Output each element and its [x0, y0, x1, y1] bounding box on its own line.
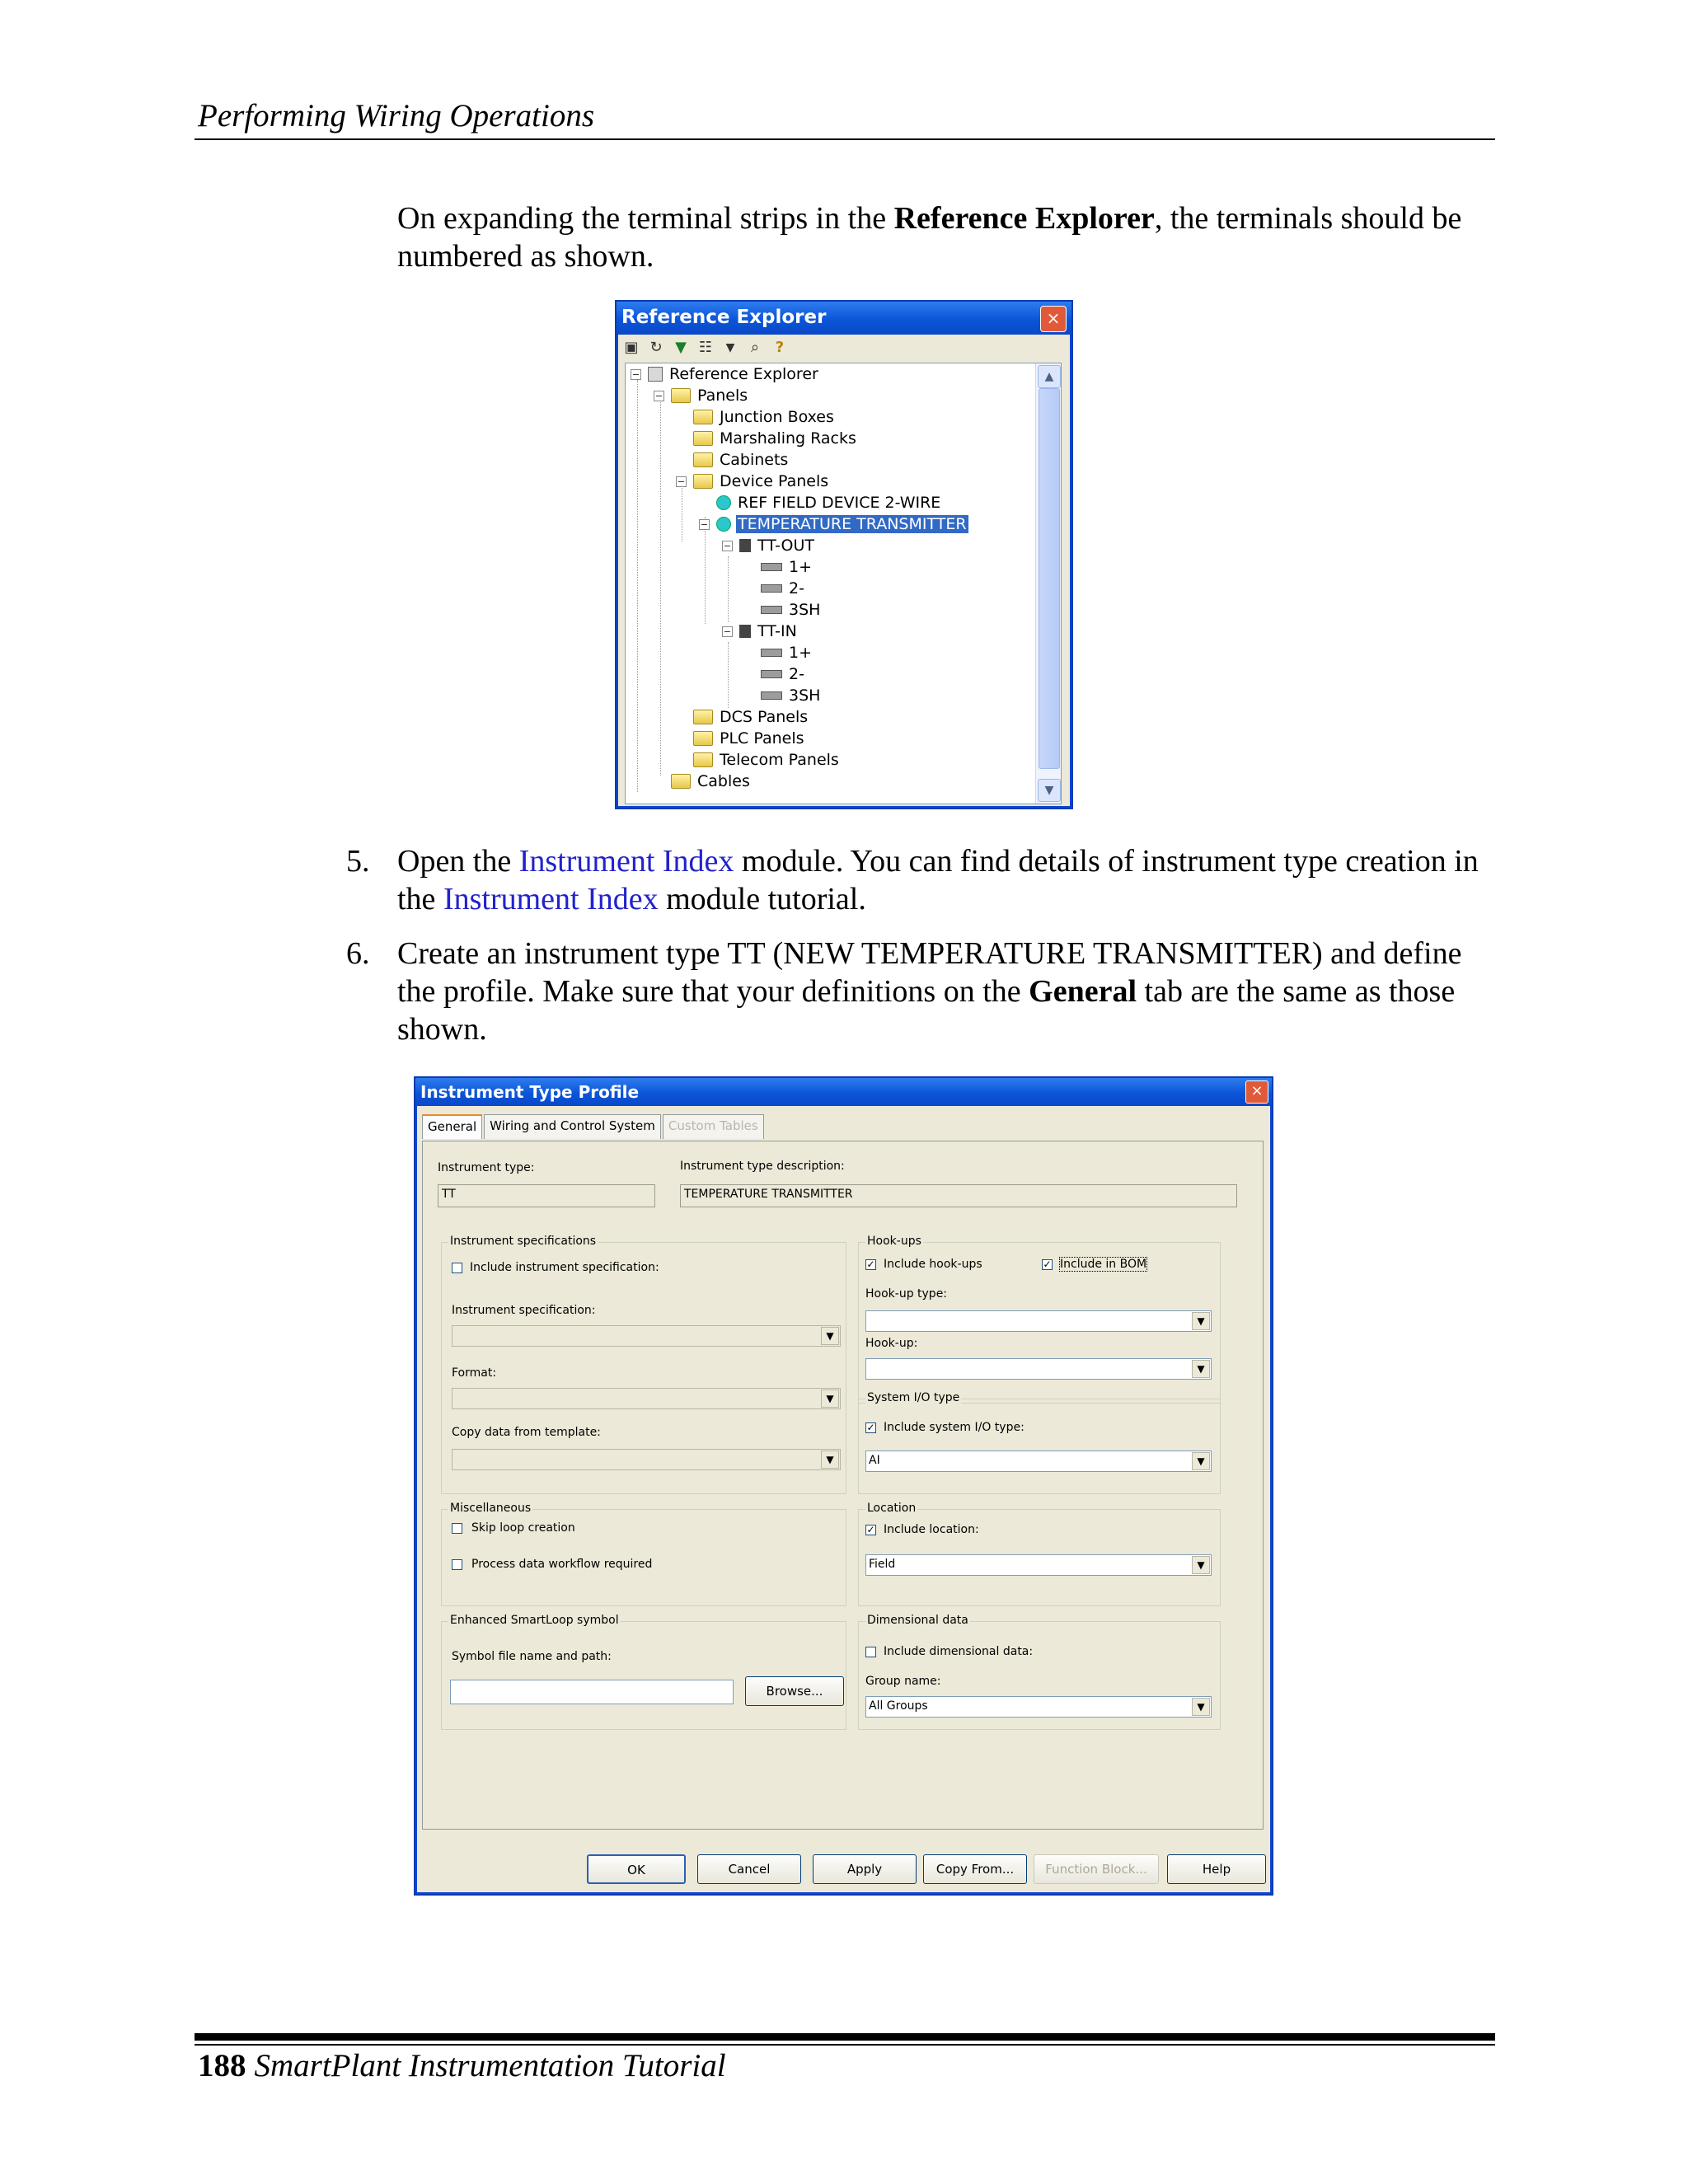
copy-from-button[interactable]: Copy From... [923, 1854, 1027, 1884]
location-value: Field [869, 1558, 896, 1571]
tree-line [637, 380, 638, 792]
dropdown-icon[interactable]: ▼ [725, 341, 735, 354]
tree-node-terminal[interactable] [761, 599, 822, 621]
reference-explorer-window [615, 300, 1073, 809]
instrument-type-profile-dialog [414, 1076, 1273, 1896]
tree-node-temperature-transmitter[interactable] [699, 513, 968, 535]
book-title: SmartPlant Instrumentation Tutorial [254, 2048, 726, 2083]
chevron-down-icon[interactable]: ▼ [1192, 1312, 1210, 1330]
tree-label: 1+ [789, 558, 813, 576]
step-text: tab are the same as those shown. [397, 974, 1456, 1047]
terminal-icon [761, 691, 782, 700]
close-icon[interactable]: × [1040, 306, 1067, 332]
chevron-down-icon[interactable]: ▼ [1192, 1556, 1210, 1574]
tab-custom-tables: Custom Tables [663, 1114, 764, 1139]
tree-node-panels[interactable] [654, 385, 749, 406]
folder-icon [693, 752, 713, 767]
include-dimensional-label: Include dimensional data: [884, 1645, 1034, 1658]
tree-node-terminal[interactable] [761, 663, 806, 685]
tree-node-terminal[interactable] [761, 685, 822, 706]
chevron-down-icon[interactable]: ▼ [1192, 1360, 1210, 1378]
tree-label: Telecom Panels [720, 751, 839, 769]
hookup-select[interactable] [865, 1358, 1212, 1380]
function-block-button: Function Block... [1034, 1854, 1159, 1884]
group-title: Miscellaneous [450, 1502, 532, 1515]
refresh-icon[interactable]: ↻ [649, 339, 663, 356]
group-name-select[interactable] [865, 1696, 1212, 1718]
tree-label: Device Panels [720, 472, 829, 490]
include-bom-label: Include in BOM [1060, 1258, 1147, 1271]
chevron-down-icon: ▼ [821, 1327, 839, 1345]
group-title: Instrument specifications [450, 1235, 597, 1248]
device-icon [716, 495, 731, 510]
close-icon[interactable]: × [1245, 1080, 1268, 1104]
help-button[interactable]: Help [1167, 1854, 1266, 1884]
step-number: 6. [346, 936, 370, 971]
sysio-select[interactable] [865, 1451, 1212, 1472]
folder-icon [693, 410, 713, 424]
tree-label: TT-OUT [757, 537, 814, 555]
spec-label: Instrument specification: [452, 1304, 596, 1317]
include-sysio-checkbox[interactable]: ✓ [866, 1422, 875, 1433]
tree-label: Cables [697, 772, 750, 790]
step-bold: General [1029, 974, 1137, 1009]
group-title: Hook-ups [867, 1235, 921, 1248]
format-label: Format: [452, 1366, 497, 1380]
instrument-specifications-group [441, 1235, 846, 1494]
process-data-checkbox[interactable] [452, 1559, 462, 1570]
step-text: Create an instrument type TT (NEW TEMPERATURE TRANSMITTER) and define the profile. Make sure that your definitions on the [397, 936, 1462, 1009]
collapse-icon[interactable]: − [700, 518, 709, 530]
tree-label: REF FIELD DEVICE 2-WIRE [738, 494, 941, 512]
scroll-up-icon[interactable]: ▲ [1038, 365, 1061, 388]
apply-button[interactable]: Apply [813, 1854, 917, 1884]
tab-strip [422, 1114, 766, 1139]
format-select [452, 1388, 841, 1409]
intro-text: On expanding the terminal strips in the [397, 201, 894, 236]
smartloop-group [441, 1614, 846, 1730]
intro-paragraph [397, 199, 1493, 275]
reference-explorer-title: Reference Explorer [621, 307, 827, 328]
dialog-title: Instrument Type Profile [420, 1082, 640, 1102]
folder-icon [693, 431, 713, 446]
folder-icon [693, 452, 713, 467]
skip-loop-label: Skip loop creation [471, 1521, 575, 1535]
folder-icon [693, 474, 713, 489]
copy-template-label: Copy data from template: [452, 1426, 601, 1439]
tree-node-root[interactable] [631, 363, 820, 385]
process-data-label: Process data workflow required [471, 1558, 653, 1571]
include-hookups-checkbox[interactable]: ✓ [866, 1258, 875, 1270]
step-6-text [397, 935, 1493, 1048]
terminal-icon [761, 649, 782, 657]
hookup-type-label: Hook-up type: [865, 1287, 948, 1301]
symbol-path-input[interactable] [450, 1680, 734, 1704]
chevron-down-icon: ▼ [821, 1451, 839, 1469]
tree-label: 3SH [789, 687, 821, 705]
tree-label: 2- [789, 579, 804, 598]
instrument-index-link[interactable]: Instrument Index [518, 844, 734, 879]
cancel-button[interactable]: Cancel [697, 1854, 801, 1884]
tree-label: 2- [789, 665, 804, 683]
step-5-text [397, 842, 1493, 918]
folder-icon [693, 731, 713, 746]
intro-suffix: , the terminals should be numbered as shown. [397, 201, 1462, 274]
group-title: System I/O type [867, 1391, 960, 1404]
tree-node-telecom-panels[interactable] [693, 749, 841, 771]
include-bom-checkbox[interactable]: ✓ [1043, 1258, 1052, 1270]
spec-select [452, 1325, 841, 1347]
group-title: Location [867, 1502, 917, 1515]
group-title: Enhanced SmartLoop symbol [450, 1614, 619, 1627]
group-title: Dimensional data [867, 1614, 968, 1627]
tree-node-tt-out[interactable] [722, 535, 816, 556]
instrument-type-field: TT [438, 1184, 655, 1207]
description-field: TEMPERATURE TRANSMITTER [680, 1184, 1237, 1207]
vertical-scrollbar[interactable] [1035, 363, 1061, 804]
include-location-checkbox[interactable]: ✓ [866, 1524, 875, 1535]
instrument-type-label: Instrument type: [438, 1161, 535, 1174]
tree-label: Marshaling Racks [720, 429, 856, 448]
tree-node-ref-field-device[interactable] [716, 492, 942, 513]
tree-line [660, 400, 661, 776]
description-label: Instrument type description: [680, 1160, 845, 1173]
terminal-icon [761, 563, 782, 571]
ok-button[interactable]: OK [587, 1854, 686, 1884]
terminal-strip-icon [739, 539, 751, 552]
tree-label: 3SH [789, 601, 821, 619]
location-select[interactable] [865, 1554, 1212, 1576]
collapse-icon[interactable]: − [723, 540, 732, 551]
device-icon [716, 517, 731, 532]
filter-icon[interactable]: ▼ [675, 339, 687, 356]
collapse-icon[interactable]: − [677, 476, 686, 487]
dialog-body [417, 1106, 1270, 1892]
terminal-icon [761, 584, 782, 593]
tree-label: PLC Panels [720, 729, 804, 748]
include-spec-checkbox[interactable] [452, 1263, 462, 1273]
tree-node-terminal[interactable] [761, 578, 806, 599]
help-icon[interactable]: ? [775, 339, 785, 356]
include-dimensional-checkbox[interactable] [865, 1647, 876, 1657]
tree-node-tt-in[interactable] [722, 621, 799, 642]
include-hookups-label: Include hook-ups [884, 1258, 982, 1271]
tree-label-selected: TEMPERATURE TRANSMITTER [738, 515, 967, 533]
location-group [858, 1502, 1221, 1606]
tree-node-device-panels[interactable] [676, 471, 830, 492]
tree-label: Panels [697, 387, 748, 405]
collapse-icon[interactable]: − [654, 390, 663, 401]
tree-label: 1+ [789, 644, 813, 662]
collapse-icon[interactable]: − [631, 368, 640, 380]
copy-template-select [452, 1449, 841, 1470]
tab-wiring[interactable]: Wiring and Control System [484, 1114, 661, 1139]
step-text: Open the [397, 844, 519, 879]
tree-label: Cabinets [720, 451, 789, 469]
running-header: Performing Wiring Operations [198, 98, 595, 134]
chevron-down-icon[interactable]: ▼ [1192, 1452, 1210, 1470]
explorer-icon[interactable]: ▣ [624, 339, 639, 356]
include-sysio-label: Include system I/O type: [884, 1421, 1025, 1434]
tree-label: Junction Boxes [720, 408, 834, 426]
view-icon[interactable]: ☷ [698, 339, 713, 356]
tree-node-cabinets[interactable] [693, 449, 790, 471]
sysio-value: AI [869, 1454, 880, 1467]
tree-node-marshaling-racks[interactable] [693, 428, 858, 449]
folder-icon [693, 710, 713, 724]
find-icon[interactable]: ⌕ [750, 339, 760, 356]
tree-line [728, 556, 729, 622]
scrollbar-thumb[interactable] [1039, 388, 1060, 769]
reference-explorer-body [618, 335, 1070, 806]
page-number: 188 [198, 2048, 246, 2083]
explorer-icon [648, 367, 663, 382]
tree-label: TT-IN [757, 622, 797, 640]
include-spec-label: Include instrument specification: [470, 1261, 659, 1274]
general-tab-panel [422, 1141, 1264, 1830]
reference-explorer-titlebar[interactable] [617, 302, 1071, 335]
footer-rule [195, 2033, 1495, 2041]
reference-explorer-tree [625, 363, 1062, 804]
step-text: module. You can find details of instrument type creation in the [397, 844, 1479, 916]
group-name-value: All Groups [869, 1699, 928, 1713]
tree-node-junction-boxes[interactable] [693, 406, 836, 428]
scroll-down-icon[interactable]: ▼ [1038, 779, 1061, 802]
include-location-label: Include location: [884, 1523, 979, 1536]
hookup-type-select[interactable] [865, 1310, 1212, 1332]
hookup-label: Hook-up: [865, 1337, 918, 1350]
instrument-index-link[interactable]: Instrument Index [443, 882, 659, 916]
hookups-group [858, 1235, 1221, 1404]
symbol-path-label: Symbol file name and path: [452, 1650, 612, 1663]
chevron-down-icon[interactable]: ▼ [1192, 1698, 1210, 1716]
skip-loop-checkbox[interactable] [452, 1523, 462, 1534]
browse-button[interactable]: Browse... [745, 1676, 844, 1706]
miscellaneous-group [441, 1502, 846, 1606]
tree-line [728, 642, 729, 708]
reference-explorer-toolbar [621, 338, 790, 358]
intro-bold: Reference Explorer [893, 201, 1155, 236]
folder-icon [671, 388, 691, 403]
terminal-strip-icon [739, 625, 751, 638]
step-number: 5. [346, 844, 370, 879]
dimensional-data-group [858, 1614, 1221, 1730]
tree-node-terminal[interactable] [761, 556, 814, 578]
tree-node-dcs-panels[interactable] [693, 706, 809, 728]
folder-icon [671, 774, 691, 789]
chevron-down-icon: ▼ [821, 1390, 839, 1408]
terminal-icon [761, 670, 782, 678]
tab-general[interactable]: General [422, 1114, 482, 1139]
group-name-label: Group name: [865, 1675, 941, 1688]
page-footer [198, 2046, 726, 2087]
tree-node-plc-panels[interactable] [693, 728, 806, 749]
tree-node-cables[interactable] [671, 771, 752, 792]
dialog-titlebar[interactable] [415, 1078, 1272, 1106]
tree-node-terminal[interactable] [761, 642, 814, 663]
tree-label: DCS Panels [720, 708, 809, 726]
header-rule [195, 138, 1495, 140]
tree-label: Reference Explorer [669, 365, 818, 383]
step-text: module tutorial. [658, 882, 866, 916]
collapse-icon[interactable]: − [723, 626, 732, 637]
terminal-icon [761, 606, 782, 614]
system-io-group [858, 1391, 1221, 1494]
